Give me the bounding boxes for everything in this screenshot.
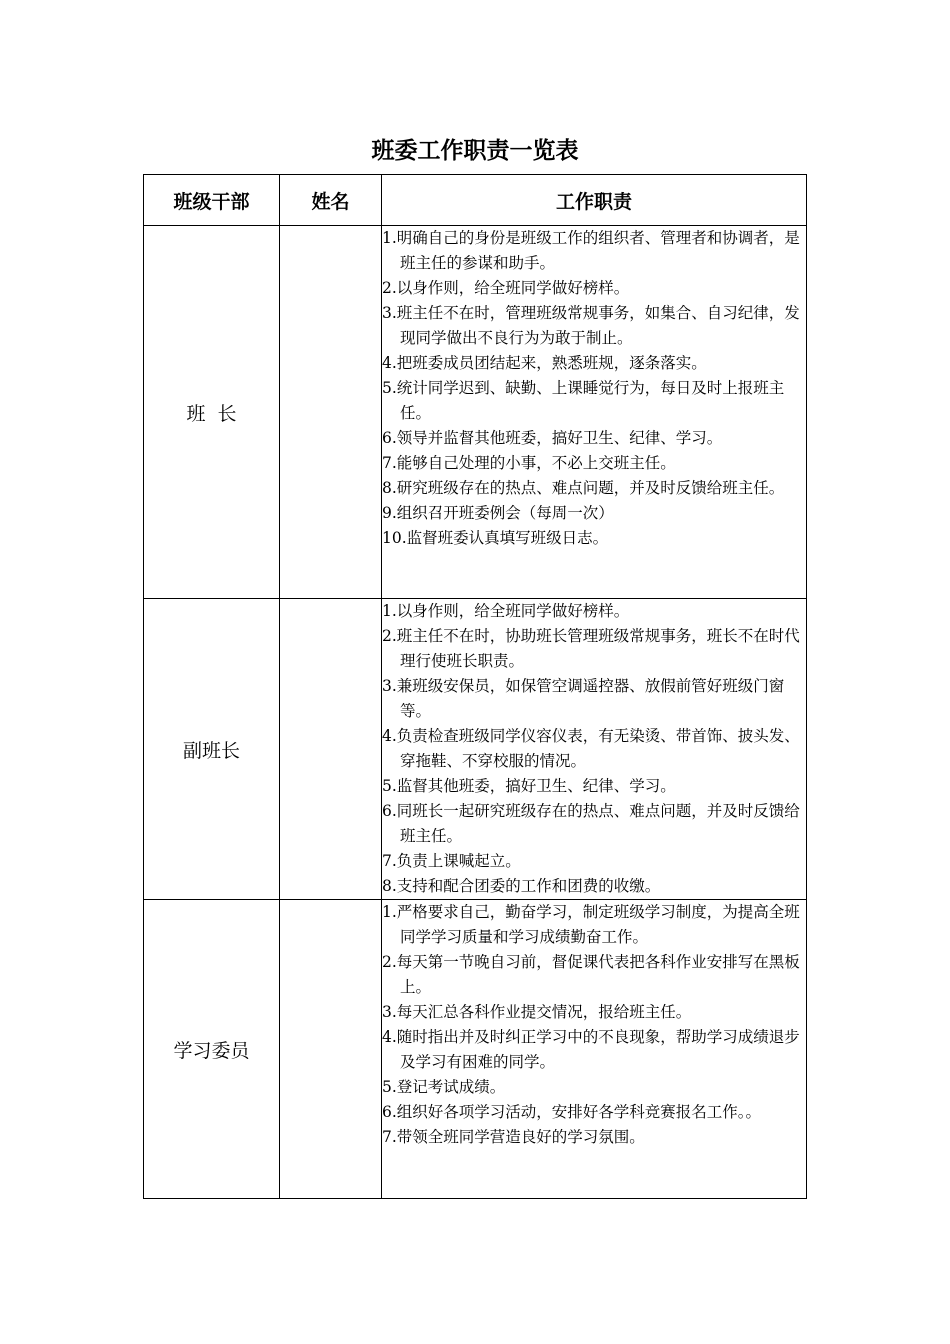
duty-item: 6.组织好各项学习活动，安排好各学科竞赛报名工作。。 xyxy=(382,1103,762,1121)
duty-item: 3.班主任不在时，管理班级常规事务，如集合、自习纪律，发现同学做出不良行为为敢于制止。 xyxy=(382,304,800,347)
duty-item: 5.监督其他班委，搞好卫生、纪律、学习。 xyxy=(382,777,676,795)
duty-item: 6.同班长一起研究班级存在的热点、难点问题，并及时反馈给班主任。 xyxy=(382,802,800,845)
duties-cell xyxy=(382,900,807,1199)
role-label: 班 长 xyxy=(186,402,237,425)
header-duties: 工作职责 xyxy=(382,175,807,226)
role-cell xyxy=(144,226,280,599)
duty-item: 9.组织召开班委例会（每周一次） xyxy=(382,504,614,522)
duty-item: 5.登记考试成绩。 xyxy=(382,1078,506,1096)
table-row-vice-monitor xyxy=(144,599,807,900)
duty-item: 6.领导并监督其他班委，搞好卫生、纪律、学习。 xyxy=(382,429,723,447)
name-cell xyxy=(280,599,382,900)
duty-item: 10.监督班委认真填写班级日志。 xyxy=(382,529,609,547)
table-row-monitor xyxy=(144,226,807,599)
role-cell: 学习委员 xyxy=(144,900,280,1199)
duty-list xyxy=(382,599,806,899)
duty-list xyxy=(382,900,806,1150)
duty-item: 7.能够自己处理的小事，不必上交班主任。 xyxy=(382,454,676,472)
duty-item: 7.负责上课喊起立。 xyxy=(382,852,521,870)
duty-item: 8.支持和配合团委的工作和团费的收缴。 xyxy=(382,877,661,895)
duty-item: 3.兼班级安保员，如保管空调遥控器、放假前管好班级门窗等。 xyxy=(382,677,785,720)
duty-item: 4.把班委成员团结起来，熟悉班规，逐条落实。 xyxy=(382,354,707,372)
name-cell xyxy=(280,900,382,1199)
duties-cell xyxy=(382,599,807,900)
duty-item: 5.统计同学迟到、缺勤、上课睡觉行为，每日及时上报班主任。 xyxy=(382,379,785,422)
duty-item: 2.以身作则，给全班同学做好榜样。 xyxy=(382,279,630,297)
name-cell xyxy=(280,226,382,599)
duty-item: 7.带领全班同学营造良好的学习氛围。 xyxy=(382,1128,645,1146)
header-name: 姓名 xyxy=(280,175,382,226)
duty-item: 2.每天第一节晚自习前，督促课代表把各科作业安排写在黑板上。 xyxy=(382,953,800,996)
duty-item: 4.随时指出并及时纠正学习中的不良现象，帮助学习成绩退步及学习有困难的同学。 xyxy=(382,1028,800,1071)
duty-item: 3.每天汇总各科作业提交情况，报给班主任。 xyxy=(382,1003,692,1021)
duty-item: 2.班主任不在时，协助班长管理班级常规事务，班长不在时代理行使班长职责。 xyxy=(382,627,800,670)
duty-item: 8.研究班级存在的热点、难点问题，并及时反馈给班主任。 xyxy=(382,479,785,497)
document-title: 班委工作职责一览表 xyxy=(371,138,579,164)
duties-table xyxy=(143,174,807,1199)
header-role: 班级干部 xyxy=(144,175,280,226)
duty-list xyxy=(382,226,806,551)
duty-item: 1.明确自己的身份是班级工作的组织者、管理者和协调者，是班主任的参谋和助手。 xyxy=(382,229,800,272)
role-cell: 副班长 xyxy=(144,599,280,900)
duty-item: 1.严格要求自己，勤奋学习，制定班级学习制度，为提高全班同学学习质量和学习成绩勤奋工作。 xyxy=(382,903,800,946)
duties-cell xyxy=(382,226,807,599)
table-row-study-committee xyxy=(144,900,807,1199)
duty-item: 4.负责检查班级同学仪容仪表，有无染烫、带首饰、披头发、穿拖鞋、不穿校服的情况。 xyxy=(382,727,800,770)
table-header-row xyxy=(144,175,807,226)
duty-item: 1.以身作则，给全班同学做好榜样。 xyxy=(382,602,630,620)
